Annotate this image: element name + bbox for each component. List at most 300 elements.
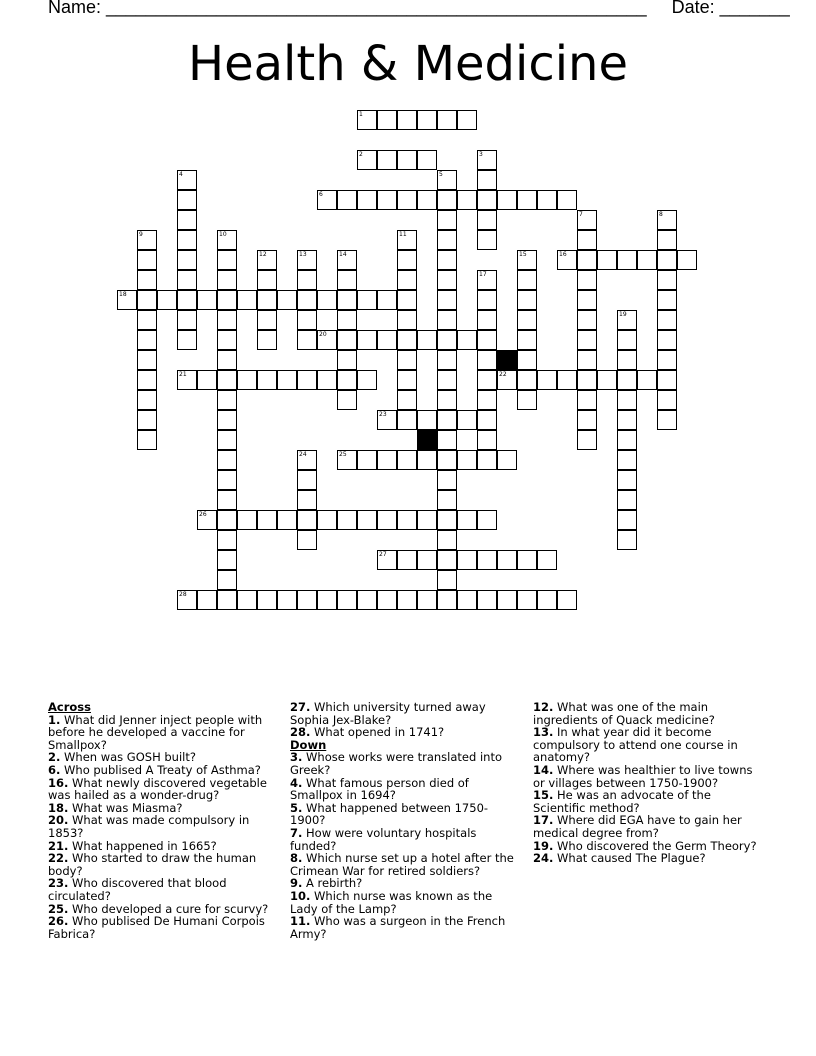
grid-cell[interactable] [297,370,317,390]
grid-cell[interactable] [457,450,477,470]
grid-cell[interactable] [517,310,537,330]
grid-cell[interactable] [257,310,277,330]
grid-cell[interactable] [257,370,277,390]
grid-cell[interactable] [517,550,537,570]
grid-cell[interactable] [277,370,297,390]
grid-cell[interactable] [237,510,257,530]
grid-cell[interactable] [337,350,357,370]
grid-cell[interactable] [617,370,637,390]
grid-cell[interactable] [557,590,577,610]
grid-cell[interactable] [477,310,497,330]
grid-cell[interactable] [137,430,157,450]
grid-cell[interactable] [217,590,237,610]
down-heading: Down [290,737,327,752]
grid-cell[interactable] [437,510,457,530]
clue-number-label: 6 [319,191,323,198]
grid-cell[interactable] [137,410,157,430]
grid-cell[interactable] [437,190,457,210]
clue-text: What newly discovered vegetable was hailed as a wonder-drug? [48,775,267,803]
grid-cell[interactable] [537,590,557,610]
grid-cell[interactable] [437,490,457,510]
grid-cell[interactable] [437,450,457,470]
grid-cell[interactable] [397,110,417,130]
grid-cell[interactable] [177,190,197,210]
grid-cell[interactable] [617,350,637,370]
grid-cell[interactable] [177,590,197,610]
grid-cell[interactable] [357,290,377,310]
grid-cell[interactable] [137,370,157,390]
grid-cell[interactable] [457,110,477,130]
grid-cell[interactable] [437,470,457,490]
grid-cell[interactable] [477,290,497,310]
grid-cell[interactable] [537,370,557,390]
grid-cell[interactable] [137,270,157,290]
grid-cell[interactable] [257,590,277,610]
grid-cell[interactable] [417,150,437,170]
grid-cell[interactable] [277,510,297,530]
grid-cell[interactable] [497,370,517,390]
grid-cell[interactable] [577,270,597,290]
grid-cell[interactable] [337,510,357,530]
clue-number: 23. [48,876,69,891]
clue-number: 18. [48,800,69,815]
clue-number-label: 21 [179,371,187,378]
clue-text: Who was a surgeon in the French Army? [290,914,506,941]
grid-cell[interactable] [657,230,677,250]
grid-cell[interactable] [297,250,317,270]
grid-cell[interactable] [217,330,237,350]
grid-cell[interactable] [337,290,357,310]
grid-cell[interactable] [397,350,417,370]
grid-cell[interactable] [577,430,597,450]
grid-cell[interactable] [297,310,317,330]
grid-cell[interactable] [577,290,597,310]
grid-cell[interactable] [357,450,377,470]
grid-cell[interactable] [437,410,457,430]
grid-cell[interactable] [337,310,357,330]
grid-cell[interactable] [557,190,577,210]
grid-cell[interactable] [477,590,497,610]
clue-text: Who discovered the Germ Theory? [557,838,757,853]
grid-cell[interactable] [297,330,317,350]
grid-cell[interactable] [217,530,237,550]
grid-cell[interactable] [477,510,497,530]
grid-cell[interactable] [257,510,277,530]
grid-cell[interactable] [257,250,277,270]
grid-cell[interactable] [197,590,217,610]
grid-cell[interactable] [517,370,537,390]
grid-cell[interactable] [377,410,397,430]
clue-number-label: 22 [499,371,507,378]
grid-cell[interactable] [477,350,497,370]
grid-cell[interactable] [457,590,477,610]
clue-number: 4. [290,775,303,790]
grid-cell[interactable] [297,530,317,550]
clue-number: 27. [290,700,311,714]
grid-cell[interactable] [617,410,637,430]
grid-cell[interactable] [657,210,677,230]
grid-cell[interactable] [577,370,597,390]
clue-number: 6. [48,762,61,777]
grid-cell[interactable] [637,370,657,390]
grid-cell[interactable] [437,110,457,130]
grid-cell[interactable] [477,190,497,210]
grid-cell[interactable] [437,270,457,290]
grid-cell[interactable] [437,330,457,350]
grid-cell[interactable] [217,450,237,470]
grid-cell[interactable] [477,450,497,470]
grid-cell[interactable] [197,370,217,390]
grid-cell[interactable] [377,290,397,310]
grid-cell[interactable] [157,290,177,310]
grid-cell[interactable] [657,410,677,430]
grid-cell[interactable] [417,510,437,530]
grid-cell[interactable] [397,230,417,250]
grid-cell[interactable] [397,550,417,570]
grid-cell[interactable] [357,150,377,170]
grid-cell[interactable] [217,390,237,410]
grid-cell[interactable] [417,110,437,130]
grid-cell[interactable] [477,270,497,290]
grid-cell[interactable] [317,370,337,390]
across-heading: Across [48,700,91,714]
grid-cell[interactable] [477,170,497,190]
grid-cell[interactable] [497,590,517,610]
grid-cell[interactable] [437,570,457,590]
clue-number: 5. [290,800,303,815]
grid-cell[interactable] [657,330,677,350]
grid-cell[interactable] [277,290,297,310]
grid-cell[interactable] [537,190,557,210]
grid-cell[interactable] [217,310,237,330]
grid-cell[interactable] [457,510,477,530]
grid-cell[interactable] [477,370,497,390]
grid-cell[interactable] [577,330,597,350]
grid-cell[interactable] [657,350,677,370]
grid-cell[interactable] [397,410,417,430]
grid-cell[interactable] [317,190,337,210]
grid-cell[interactable] [437,210,457,230]
clue-number: 8. [290,851,303,866]
clue-number-label: 8 [659,211,663,218]
grid-cell[interactable] [657,370,677,390]
grid-cell[interactable] [397,250,417,270]
grid-cell[interactable] [317,590,337,610]
grid-cell[interactable] [417,590,437,610]
grid-cell[interactable] [657,270,677,290]
clue-text: What was one of the main ingredients of Quack medicine? [533,700,715,727]
clue-number: 26. [48,914,69,929]
grid-cell[interactable] [477,430,497,450]
grid-cell[interactable] [517,270,537,290]
grid-cell[interactable] [477,330,497,350]
grid-cell[interactable] [397,270,417,290]
grid-cell[interactable] [257,270,277,290]
grid-cell[interactable] [617,450,637,470]
grid-cell[interactable] [517,250,537,270]
grid-cell[interactable] [297,290,317,310]
grid-cell[interactable] [397,510,417,530]
clue-number: 10. [290,888,311,903]
clue-text: What famous person died of Smallpox in 1694? [290,775,469,803]
grid-cell[interactable] [237,290,257,310]
grid-cell[interactable] [217,270,237,290]
clue-number: 24. [533,851,554,866]
grid-cell[interactable] [437,230,457,250]
grid-cell[interactable] [177,270,197,290]
grid-cell[interactable] [497,550,517,570]
grid-cell[interactable] [617,530,637,550]
grid-cell[interactable] [317,290,337,310]
grid-cell[interactable] [217,410,237,430]
grid-cell[interactable] [137,250,157,270]
clue-number: 11. [290,914,311,929]
grid-cell[interactable] [577,250,597,270]
grid-cell[interactable] [397,310,417,330]
grid-cell[interactable] [177,310,197,330]
down-clue [290,915,522,940]
clue-text: Whose works were translated into Greek? [290,750,502,777]
grid-cell[interactable] [637,250,657,270]
grid-cell[interactable] [417,450,437,470]
grid-cell[interactable] [557,370,577,390]
grid-cell[interactable] [457,410,477,430]
grid-cell[interactable] [237,370,257,390]
clue-number: 28. [290,725,311,740]
grid-cell[interactable] [357,190,377,210]
grid-cell[interactable] [437,530,457,550]
grid-cell[interactable] [297,450,317,470]
grid-cell[interactable] [477,230,497,250]
clue-number-label: 10 [219,231,227,238]
grid-cell[interactable] [137,350,157,370]
clue-text: Who discovered that blood circulated? [48,876,227,903]
down-clue [290,777,522,802]
grid-cell[interactable] [477,390,497,410]
grid-cell[interactable] [217,250,237,270]
grid-cell[interactable] [297,490,317,510]
grid-cell[interactable] [397,330,417,350]
grid-cell[interactable] [437,370,457,390]
grid-cell[interactable] [217,230,237,250]
grid-cell[interactable] [597,250,617,270]
clue-text: What did Jenner inject people with before he developed a vaccine for Smallpox? [48,712,263,752]
grid-cell[interactable] [517,290,537,310]
grid-cell[interactable] [297,470,317,490]
grid-cell[interactable] [437,430,457,450]
grid-cell[interactable] [517,390,537,410]
grid-cell[interactable] [337,250,357,270]
grid-cell[interactable] [657,390,677,410]
across-clue [48,814,280,839]
clue-text: In what year did it become compulsory to attend one course in anatomy? [533,725,738,765]
grid-cell[interactable] [537,550,557,570]
grid-cell[interactable] [657,310,677,330]
grid-cell[interactable] [217,430,237,450]
grid-cell[interactable] [457,550,477,570]
grid-cell[interactable] [377,110,397,130]
clue-number-label: 11 [399,231,407,238]
grid-cell[interactable] [397,290,417,310]
grid-cell[interactable] [197,510,217,530]
grid-cell[interactable] [177,170,197,190]
grid-cell[interactable] [417,330,437,350]
across-clue [290,726,522,739]
clue-number-label: 24 [299,451,307,458]
grid-cell[interactable] [257,330,277,350]
grid-cell[interactable] [497,450,517,470]
grid-cell[interactable] [217,510,237,530]
grid-cell[interactable] [217,550,237,570]
grid-cell[interactable] [297,510,317,530]
grid-cell[interactable] [377,150,397,170]
grid-cell[interactable] [297,590,317,610]
grid-cell[interactable] [517,330,537,350]
grid-cell[interactable] [457,330,477,350]
clue-number-label: 27 [379,551,387,558]
grid-cell[interactable] [437,350,457,370]
down-clue [533,789,765,814]
grid-cell[interactable] [177,210,197,230]
grid-cell[interactable] [337,270,357,290]
grid-cell[interactable] [577,210,597,230]
grid-cell[interactable] [577,350,597,370]
grid-cell[interactable] [477,150,497,170]
grid-cell[interactable] [617,490,637,510]
grid-cell[interactable] [557,250,577,270]
grid-cell[interactable] [177,250,197,270]
grid-cell[interactable] [337,370,357,390]
grid-cell[interactable] [437,290,457,310]
grid-cell[interactable] [337,190,357,210]
grid-cell[interactable] [357,590,377,610]
grid-cell[interactable] [437,250,457,270]
clue-column-3 [533,701,765,865]
down-clue [533,726,765,764]
grid-cell[interactable] [437,310,457,330]
black-square [497,350,517,370]
grid-cell[interactable] [217,490,237,510]
grid-cell[interactable] [177,370,197,390]
grid-cell[interactable] [377,330,397,350]
grid-cell[interactable] [397,190,417,210]
grid-cell[interactable] [337,330,357,350]
grid-cell[interactable] [437,550,457,570]
grid-cell[interactable] [397,450,417,470]
grid-cell[interactable] [377,510,397,530]
grid-cell[interactable] [477,410,497,430]
grid-cell[interactable] [297,270,317,290]
grid-cell[interactable] [377,590,397,610]
grid-cell[interactable] [577,310,597,330]
grid-cell[interactable] [137,390,157,410]
grid-cell[interactable] [317,510,337,530]
clue-number-label: 9 [139,231,143,238]
grid-cell[interactable] [597,370,617,390]
grid-cell[interactable] [497,190,517,210]
grid-cell[interactable] [377,550,397,570]
grid-cell[interactable] [477,550,497,570]
grid-cell[interactable] [277,590,297,610]
grid-cell[interactable] [457,190,477,210]
grid-cell[interactable] [137,330,157,350]
clue-text: What was made compulsory in 1853? [48,813,250,840]
grid-cell[interactable] [377,190,397,210]
grid-cell[interactable] [217,570,237,590]
grid-cell[interactable] [577,410,597,430]
clue-text: What opened in 1741? [314,725,445,740]
grid-cell[interactable] [437,590,457,610]
across-clue [48,915,280,940]
grid-cell[interactable] [657,250,677,270]
grid-cell[interactable] [437,170,457,190]
grid-cell[interactable] [397,370,417,390]
grid-cell[interactable] [617,470,637,490]
grid-cell[interactable] [657,290,677,310]
clue-number-label: 12 [259,251,267,258]
grid-cell[interactable] [357,330,377,350]
grid-cell[interactable] [357,510,377,530]
grid-cell[interactable] [177,290,197,310]
grid-cell[interactable] [337,390,357,410]
grid-cell[interactable] [397,150,417,170]
grid-cell[interactable] [617,250,637,270]
grid-cell[interactable] [517,590,537,610]
grid-cell[interactable] [377,450,397,470]
grid-cell[interactable] [617,390,637,410]
grid-cell[interactable] [317,330,337,350]
clue-number: 20. [48,813,69,828]
grid-cell[interactable] [517,350,537,370]
grid-cell[interactable] [137,230,157,250]
grid-cell[interactable] [417,410,437,430]
grid-cell[interactable] [517,190,537,210]
down-clue [290,751,522,776]
grid-cell[interactable] [337,590,357,610]
grid-cell[interactable] [617,310,637,330]
grid-cell[interactable] [217,350,237,370]
grid-cell[interactable] [137,290,157,310]
grid-cell[interactable] [137,310,157,330]
grid-cell[interactable] [677,250,697,270]
grid-cell[interactable] [577,390,597,410]
grid-cell[interactable] [617,430,637,450]
grid-cell[interactable] [217,470,237,490]
grid-cell[interactable] [357,370,377,390]
grid-cell[interactable] [357,110,377,130]
across-clue [48,852,280,877]
grid-cell[interactable] [177,230,197,250]
grid-cell[interactable] [197,290,217,310]
grid-cell[interactable] [397,590,417,610]
grid-cell[interactable] [417,550,437,570]
grid-cell[interactable] [257,290,277,310]
grid-cell[interactable] [177,330,197,350]
grid-cell[interactable] [617,330,637,350]
grid-cell[interactable] [117,290,137,310]
grid-cell[interactable] [397,390,417,410]
grid-cell[interactable] [217,290,237,310]
grid-cell[interactable] [617,510,637,530]
grid-cell[interactable] [237,590,257,610]
grid-cell[interactable] [477,210,497,230]
grid-cell[interactable] [417,190,437,210]
grid-cell[interactable] [577,230,597,250]
grid-cell[interactable] [437,390,457,410]
grid-cell[interactable] [337,450,357,470]
down-clue [290,827,522,852]
grid-cell[interactable] [217,370,237,390]
